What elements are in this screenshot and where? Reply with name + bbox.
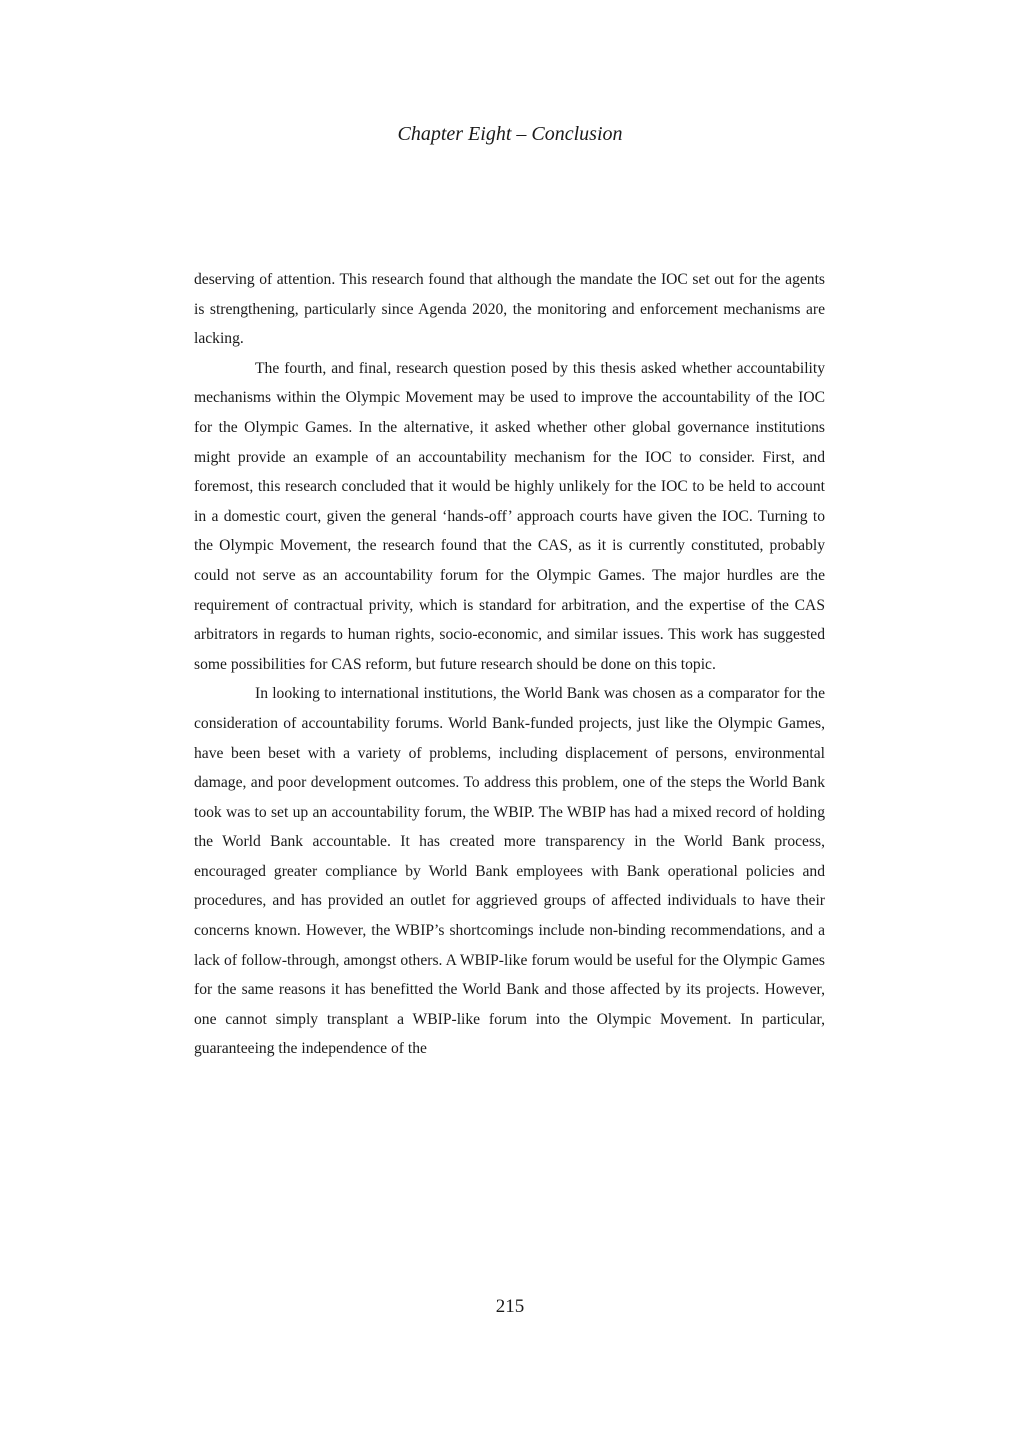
paragraph-fourth-research-question: The fourth, and final, research question posed by this thesis asked whether accountability mechanisms within the Olympic Movement may be used to improve the accountability of the IOC for the Olympic Games. In the alternative, it asked whether other global governance institutions might provide an example of an accountability mechanism for the IOC to consider. First, and foremost, this research concluded that it would be highly unlikely for the IOC to be held to account in a domestic court, given the general ‘hands-off’ approach courts have given the IOC. Turning to the Olympic Movement, the research found that the CAS, as it is currently constituted, probably could not serve as an accountability forum for the Olympic Games. The major hurdles are the requirement of contractual privity, which is standard for arbitration, and the expertise of the CAS arbitrators in regards to human rights, socio-economic, and similar issues. This work has suggested some possibilities for CAS reform, but future research should be done on this topic. xyxy=(194,359,825,673)
body-text xyxy=(194,265,825,1064)
running-header-title: Chapter Eight – Conclusion xyxy=(397,123,623,145)
page-number: 215 xyxy=(495,1296,525,1317)
paragraph-international-institutions: In looking to international institutions, the World Bank was chosen as a comparator for the consideration of accountability forums. World Bank-funded projects, just like the Olympic Games, have been beset with a variety of problems, including displacement of persons, environmental damage, and poor development outcomes. To address this problem, one of the steps the World Bank took was to set up an accountability forum, the WBIP. The WBIP has had a mixed record of holding the World Bank accountable. It has created more transparency in the World Bank process, encouraged greater compliance by World Bank employees with Bank operational policies and procedures, and has provided an outlet for aggrieved groups of affected individuals to have their concerns known. However, the WBIP’s shortcomings include non-binding recommendations, and a lack of follow-through, amongst others. A WBIP-like forum would be useful for the Olympic Games for the same reasons it has benefitted the World Bank and those affected by its projects. However, one cannot simply transplant a WBIP-like forum into the Olympic Movement. In particular, guaranteeing the independence of the xyxy=(194,685,825,1058)
paragraph-continued: deserving of attention. This research found that although the mandate the IOC set out for the agents is strengthening, particularly since Agenda 2020, the monitoring and enforcement mechanisms are lacking. xyxy=(194,271,825,348)
